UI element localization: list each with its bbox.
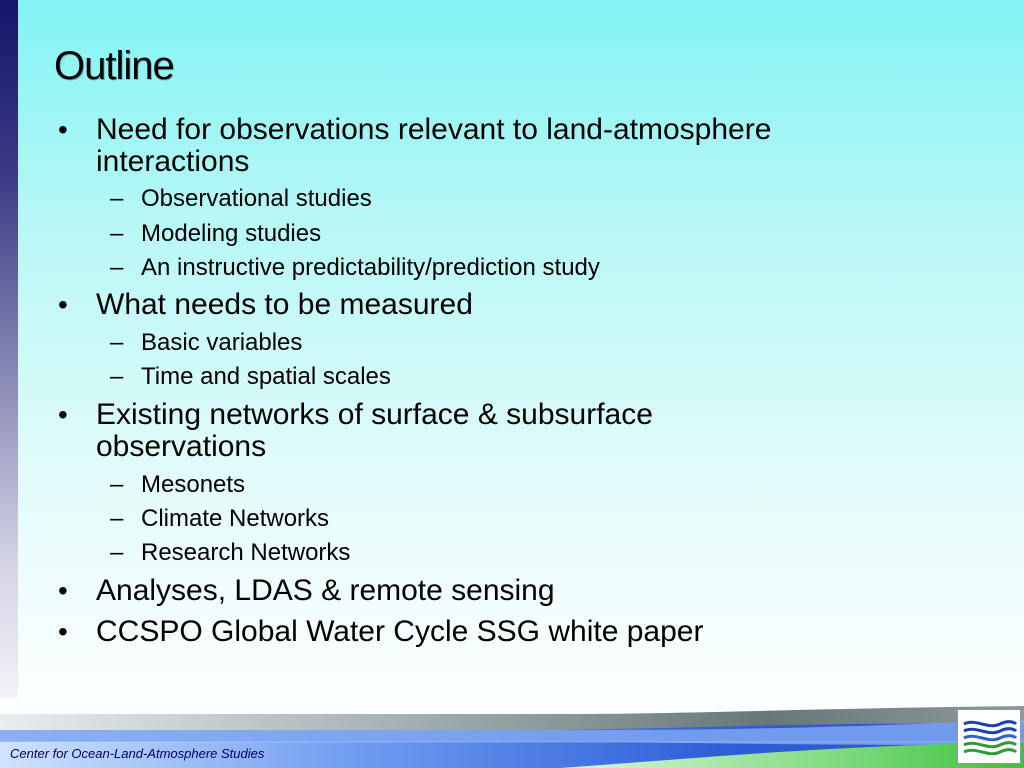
bullet-marker: • <box>58 114 68 145</box>
wave-logo-icon <box>957 709 1021 764</box>
sub-text: An instructive predictability/prediction study <box>141 254 600 281</box>
footer-organization: Center for Ocean-Land-Atmosphere Studies <box>10 746 265 761</box>
bullet-marker: • <box>58 575 68 606</box>
sub-marker: – <box>110 539 124 566</box>
slide-title: Outline <box>54 44 174 88</box>
sub-text: Climate Networks <box>141 505 330 532</box>
sub-marker: – <box>110 185 124 212</box>
sub-marker: – <box>110 329 124 356</box>
bullet-marker: • <box>58 289 68 320</box>
sub-marker: – <box>110 254 124 281</box>
sub-text: Observational studies <box>141 185 372 212</box>
sub-text: Time and spatial scales <box>141 363 391 390</box>
bullet-marker: • <box>58 616 68 647</box>
bullet-text: Existing networks of surface & subsurface <box>96 398 653 431</box>
sub-marker: – <box>110 471 124 498</box>
bullet-text: CCSPO Global Water Cycle SSG white paper <box>96 615 704 648</box>
sub-text: Modeling studies <box>141 220 322 247</box>
sub-text: Research Networks <box>141 539 351 566</box>
bullet-text: Analyses, LDAS & remote sensing <box>96 574 555 607</box>
bullet-marker: • <box>58 399 68 430</box>
sub-marker: – <box>110 220 124 247</box>
bullet-text: Need for observations relevant to land-atmosphere <box>96 113 772 146</box>
sub-text: Mesonets <box>141 471 246 498</box>
sub-marker: – <box>110 363 124 390</box>
bullet-text-continued: interactions <box>96 145 250 178</box>
bullet-text-continued: observations <box>96 430 267 463</box>
bullet-text: What needs to be measured <box>96 288 473 321</box>
sub-marker: – <box>110 505 124 532</box>
sub-text: Basic variables <box>141 329 303 356</box>
